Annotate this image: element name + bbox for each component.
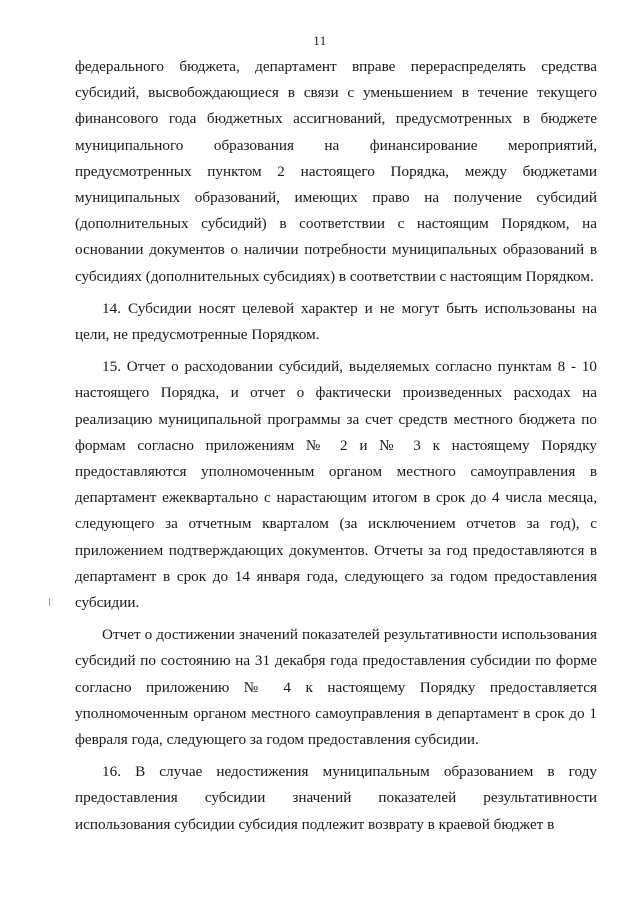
paragraph-14: 14. Субсидии носят целевой характер и не могут быть использованы на цели, не предусмотренные Порядком. — [75, 299, 597, 344]
page-number: 11 — [313, 33, 327, 48]
scan-artifact-mark — [49, 598, 50, 606]
document-body — [75, 54, 597, 838]
paragraph-15-report: Отчет о достижении значений показателей результативности использования субсидий по состоянию на 31 декабря года предоставления субсидии по форме согласно приложению № 4 к настоящему Порядку предоставляется уполномоченным органом местного самоуправления в департамент в срок до 1 февраля года, следующего за годом предоставления субсидии. — [75, 626, 597, 749]
paragraph-15: 15. Отчет о расходовании субсидий, выделяемых согласно пунктам 8 - 10 настоящего Порядка, и отчет о фактически произведенных расходах на реализацию муниципальной программы за счет средств местного бюджета по формам согласно приложениям № 2 и № 3 к настоящему Порядку предоставляются уполномоченным органом местного самоуправления в департамент ежеквартально с нарастающим итогом в срок до 4 числа месяца, следующего за отчетным кварталом (за исключением отчетов за год), с приложением подтверждающих документов. Отчеты за год предоставляются в департамент в срок до 14 января года, следующего за годом предоставления субсидии. — [75, 358, 597, 612]
paragraph-16: 16. В случае недостижения муниципальным образованием в году предоставления субсидии значений показателей результативности использования субсидии субсидия подлежит возврату в краевой бюджет в — [75, 763, 597, 833]
paragraph-continued: федерального бюджета, департамент вправе перераспределять средства субсидий, высвобождающиеся в связи с уменьшением в течение текущего финансового года бюджетных ассигнований, предусмотренных в бюджете муниципального образования на финансирование мероприятий, предусмотренных пунктом 2 настоящего Порядка, между бюджетами муниципальных образований, имеющих право на получение субсидий (дополнительных субсидий) в соответствии с настоящим Порядком, на основании документов о наличии потребности муниципальных образований в субсидиях (дополнительных субсидиях) в соответствии с настоящим Порядком. — [75, 58, 597, 285]
